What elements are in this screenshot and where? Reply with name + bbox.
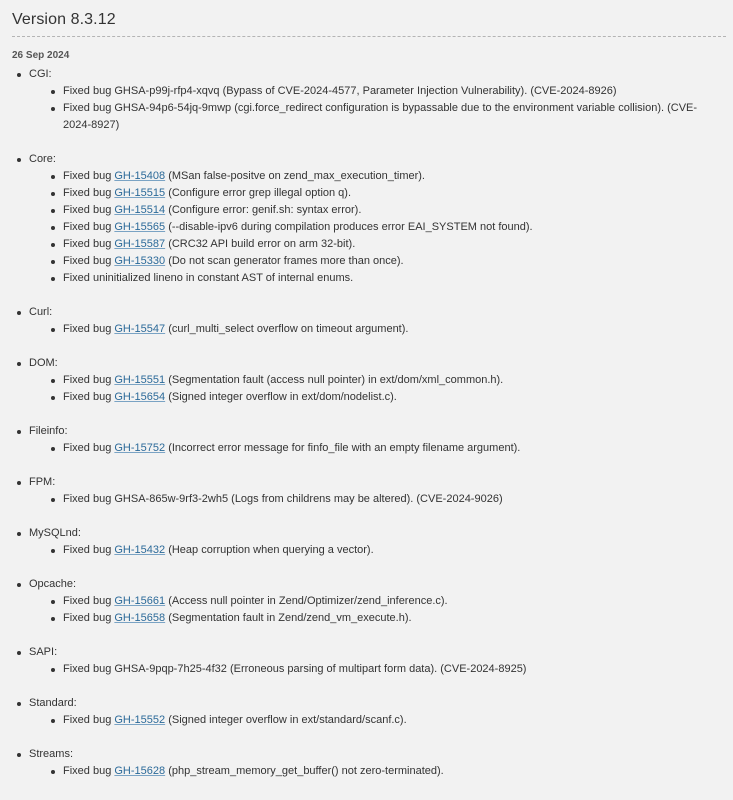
title-divider <box>12 36 726 37</box>
entry-prefix: Fixed uninitialized lineno in constant AST of internal enums. <box>63 272 354 284</box>
changelog-section <box>12 151 721 287</box>
changelog-entry <box>46 661 721 678</box>
section-heading: Standard: <box>29 697 77 709</box>
section-heading: Fileinfo: <box>29 425 68 437</box>
changelog-section <box>12 304 721 338</box>
changelog-entry <box>46 610 721 627</box>
changelog-section <box>12 474 721 508</box>
bug-id: GHSA-p99j-rfp4-xqvq <box>114 85 220 97</box>
changelog-entry <box>46 712 721 729</box>
changelog-section <box>12 423 721 457</box>
changelog-entry <box>46 389 721 406</box>
entry-description: (Do not scan generator frames more than once). <box>165 255 404 267</box>
section-heading: Core: <box>29 153 56 165</box>
bug-link[interactable]: GH-15514 <box>114 204 166 216</box>
entry-prefix: Fixed bug <box>63 221 115 233</box>
bug-link[interactable]: GH-15628 <box>114 765 166 777</box>
entry-description: (Access null pointer in Zend/Optimizer/zend_inference.c). <box>165 595 448 607</box>
entry-prefix: Fixed bug <box>63 765 115 777</box>
bug-link[interactable]: GH-15552 <box>114 714 166 726</box>
section-heading: SAPI: <box>29 646 58 658</box>
section-heading: Opcache: <box>29 578 77 590</box>
entry-description: (Heap corruption when querying a vector). <box>165 544 374 556</box>
entry-prefix: Fixed bug <box>63 442 115 454</box>
changelog-entry <box>46 253 721 270</box>
entry-prefix: Fixed bug <box>63 714 115 726</box>
changelog-entry <box>46 372 721 389</box>
bug-link[interactable]: GH-15565 <box>114 221 166 233</box>
changelog-entry <box>46 542 721 559</box>
section-entries <box>29 321 721 338</box>
section-entries <box>29 712 721 729</box>
bug-link[interactable]: GH-15432 <box>114 544 166 556</box>
section-heading: FPM: <box>29 476 56 488</box>
entry-description: (Bypass of CVE-2024-4577, Parameter Injection Vulnerability). (CVE-2024-8926) <box>219 85 617 97</box>
entry-description: (Segmentation fault in Zend/zend_vm_execute.h). <box>165 612 412 624</box>
changelog-section <box>12 576 721 627</box>
entry-description: (Signed integer overflow in ext/standard/scanf.c). <box>165 714 407 726</box>
bug-link[interactable]: GH-15551 <box>114 374 166 386</box>
entry-prefix: Fixed bug <box>63 493 115 505</box>
entry-description: (Configure error grep illegal option q). <box>165 187 352 199</box>
entry-prefix: Fixed bug <box>63 238 115 250</box>
changelog-entry <box>46 168 721 185</box>
section-entries <box>29 542 721 559</box>
changelog-entry <box>46 270 721 287</box>
entry-description: (Incorrect error message for finfo_file with an empty filename argument). <box>165 442 521 454</box>
bug-link[interactable]: GH-15330 <box>114 255 166 267</box>
section-entries <box>29 763 721 780</box>
changelog-section <box>12 644 721 678</box>
changelog-section <box>12 746 721 780</box>
entry-prefix: Fixed bug <box>63 85 115 97</box>
bug-link[interactable]: GH-15408 <box>114 170 166 182</box>
section-heading: DOM: <box>29 357 58 369</box>
entry-description: (cgi.force_redirect configuration is bypassable due to the environment variable collision). (CVE-2024-8927) <box>63 102 698 131</box>
entry-description: (--disable-ipv6 during compilation produces error EAI_SYSTEM not found). <box>165 221 533 233</box>
entry-description: (Configure error: genif.sh: syntax error). <box>165 204 362 216</box>
entry-prefix: Fixed bug <box>63 204 115 216</box>
entry-prefix: Fixed bug <box>63 391 115 403</box>
entry-prefix: Fixed bug <box>63 544 115 556</box>
changelog-entry <box>46 202 721 219</box>
version-title: Version 8.3.12 <box>12 11 116 28</box>
changelog-section <box>12 695 721 729</box>
bug-link[interactable]: GH-15587 <box>114 238 166 250</box>
entry-prefix: Fixed bug <box>63 170 115 182</box>
bug-link[interactable]: GH-15658 <box>114 612 166 624</box>
entry-description: (curl_multi_select overflow on timeout argument). <box>165 323 409 335</box>
changelog-entry <box>46 185 721 202</box>
entry-prefix: Fixed bug <box>63 187 115 199</box>
section-entries <box>29 491 721 508</box>
changelog-section <box>12 66 721 134</box>
section-entries <box>29 83 721 134</box>
release-date: 26 Sep 2024 <box>12 50 70 61</box>
changelog-sections <box>12 66 721 780</box>
bug-link[interactable]: GH-15515 <box>114 187 166 199</box>
section-heading: Curl: <box>29 306 53 318</box>
entry-prefix: Fixed bug <box>63 612 115 624</box>
bug-id: GHSA-94p6-54jq-9mwp <box>114 102 232 114</box>
entry-description: (Erroneous parsing of multipart form data). (CVE-2024-8925) <box>226 663 527 675</box>
changelog-section <box>12 525 721 559</box>
changelog-entry <box>46 763 721 780</box>
section-entries <box>29 593 721 627</box>
section-heading: CGI: <box>29 68 52 80</box>
entry-prefix: Fixed bug <box>63 255 115 267</box>
entry-description: (Segmentation fault (access null pointer) in ext/dom/xml_common.h). <box>165 374 504 386</box>
bug-id: GHSA-865w-9rf3-2wh5 <box>114 493 229 505</box>
section-heading: Streams: <box>29 748 74 760</box>
changelog-entry <box>46 236 721 253</box>
changelog-section <box>12 355 721 406</box>
section-entries <box>29 661 721 678</box>
changelog-entry <box>46 100 721 134</box>
entry-prefix: Fixed bug <box>63 102 115 114</box>
entry-prefix: Fixed bug <box>63 374 115 386</box>
entry-prefix: Fixed bug <box>63 323 115 335</box>
entry-description: (Signed integer overflow in ext/dom/nodelist.c). <box>165 391 397 403</box>
changelog-entry <box>46 219 721 236</box>
section-entries <box>29 440 721 457</box>
entry-prefix: Fixed bug <box>63 663 115 675</box>
bug-link[interactable]: GH-15547 <box>114 323 166 335</box>
bug-link[interactable]: GH-15661 <box>114 595 166 607</box>
entry-prefix: Fixed bug <box>63 595 115 607</box>
entry-description: (CRC32 API build error on arm 32-bit). <box>165 238 356 250</box>
bug-link[interactable]: GH-15752 <box>114 442 166 454</box>
section-entries <box>29 168 721 287</box>
changelog-entry <box>46 593 721 610</box>
changelog-entry <box>46 83 721 100</box>
entry-description: (Logs from childrens may be altered). (CVE-2024-9026) <box>228 493 503 505</box>
bug-id: GHSA-9pqp-7h25-4f32 <box>114 663 227 675</box>
bug-link[interactable]: GH-15654 <box>114 391 166 403</box>
section-heading: MySQLnd: <box>29 527 81 539</box>
changelog-entry <box>46 321 721 338</box>
entry-description: (php_stream_memory_get_buffer() not zero-terminated). <box>165 765 444 777</box>
changelog-entry <box>46 440 721 457</box>
section-entries <box>29 372 721 406</box>
changelog-entry <box>46 491 721 508</box>
entry-description: (MSan false-positve on zend_max_execution_timer). <box>165 170 425 182</box>
